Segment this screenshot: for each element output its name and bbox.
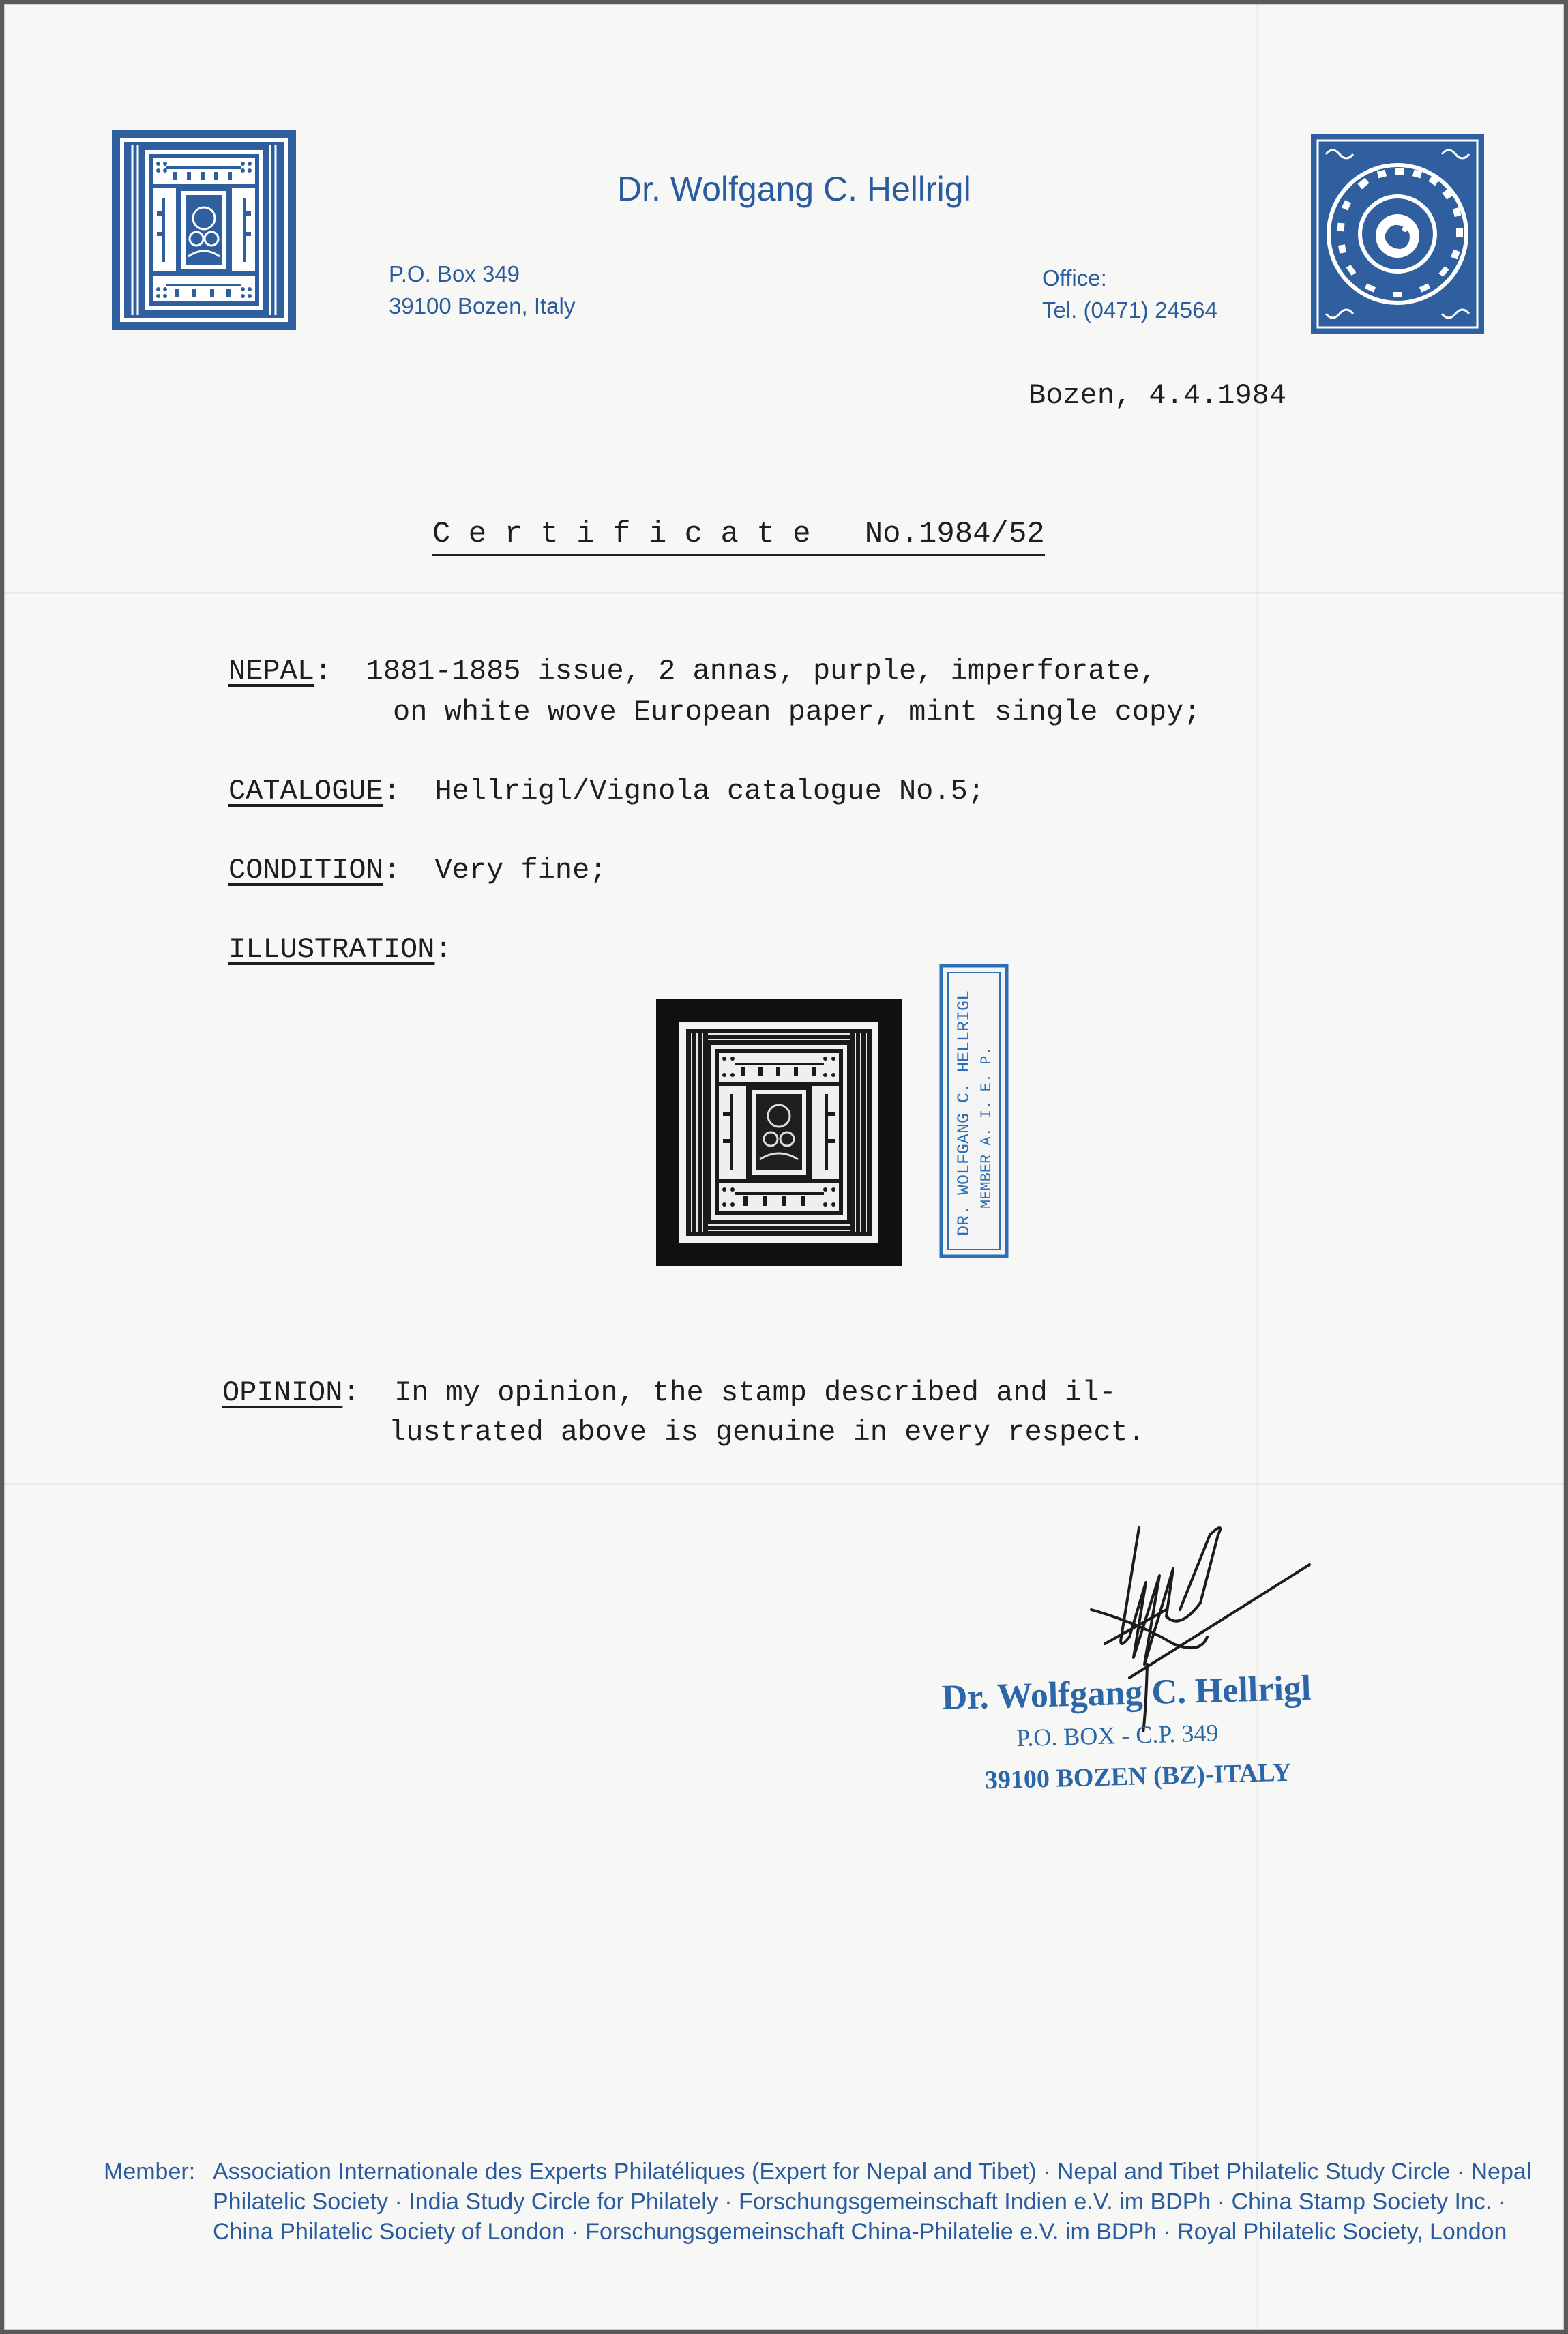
address-stamp-name: Dr. Wolfgang C. Hellrigl (941, 1668, 1312, 1717)
office-telephone: Tel. (0471) 24564 (1042, 297, 1217, 323)
catalogue-value: Hellrigl/Vignola catalogue No.5; (434, 775, 985, 808)
condition-label: CONDITION (228, 854, 383, 887)
office-label: Office: (1042, 265, 1107, 291)
stamp-photograph (656, 999, 902, 1266)
nepal-stamp-logo-icon (112, 130, 296, 330)
opinion-line-2: lustrated above is genuine in every respect. (389, 1416, 1145, 1449)
footer-member-label: Member: (104, 2159, 196, 2185)
nepal-description-line-1: 1881-1885 issue, 2 annas, purple, imperforate, (366, 655, 1157, 688)
footer-member-list: Association Internationale des Experts Philatéliques (Expert for Nepal and Tibet) · Nepal and Tibet Philatelic Study Circle · Nepal Philatelic Society · India Study Circle for Philately · Forschungsgemeinschaft Indien e.V. im BDPh · China Stamp Society Inc. · China Philatelic Society of London · Forschungsgemeinschaft China-Philatelie e.V. im BDPh · Royal Philatelic Society, London (213, 2159, 1532, 2245)
handstamp-line-2: MEMBER A. I. E. P. (978, 1046, 995, 1209)
handstamp-line-1: DR. WOLFGANG C. HELLRIGL (954, 990, 974, 1236)
certificate-title (432, 517, 1045, 551)
expert-handstamp (938, 963, 1009, 1259)
entry-illustration: ILLUSTRATION: (228, 933, 452, 966)
certificate-date: Bozen, 4.4.1984 (1029, 379, 1287, 412)
address-stamp-box: P.O. BOX - C.P. 349 (1016, 1719, 1219, 1752)
certificate-number: No.1984/52 (864, 517, 1045, 551)
address-line-2: 39100 Bozen, Italy (389, 293, 576, 319)
paper-fold (1256, 4, 1258, 2330)
entry-opinion: OPINION: In my opinion, the stamp described and il- (222, 1376, 1116, 1409)
paper-fold (4, 1483, 1564, 1485)
address-line-1: P.O. Box 349 (389, 261, 520, 286)
condition-value: Very fine; (434, 854, 607, 887)
paper-fold (4, 592, 1564, 594)
entry-nepal: NEPAL: 1881-1885 issue, 2 annas, purple, imperforate, (228, 655, 1157, 688)
nepal-description-line-2: on white wove European paper, mint single copy; (393, 696, 1201, 728)
opinion-label: OPINION (222, 1376, 343, 1409)
certificate-heading: C e r t i f i c a t e (432, 517, 811, 551)
entry-catalogue: CATALOGUE: Hellrigl/Vignola catalogue No.5; (228, 775, 985, 808)
letterhead-address (389, 258, 575, 322)
opinion-line-1: In my opinion, the stamp described and il- (394, 1376, 1116, 1409)
tibet-postage-logo-icon (1311, 134, 1484, 334)
nepal-label: NEPAL (228, 655, 315, 688)
illustration-label: ILLUSTRATION (228, 933, 435, 966)
entry-condition: CONDITION: Very fine; (228, 854, 607, 887)
letterhead-name: Dr. Wolfgang C. Hellrigl (617, 170, 971, 208)
catalogue-label: CATALOGUE (228, 775, 383, 808)
letterhead-office (1042, 262, 1217, 326)
address-stamp-city: 39100 BOZEN (BZ)-ITALY (984, 1758, 1292, 1795)
